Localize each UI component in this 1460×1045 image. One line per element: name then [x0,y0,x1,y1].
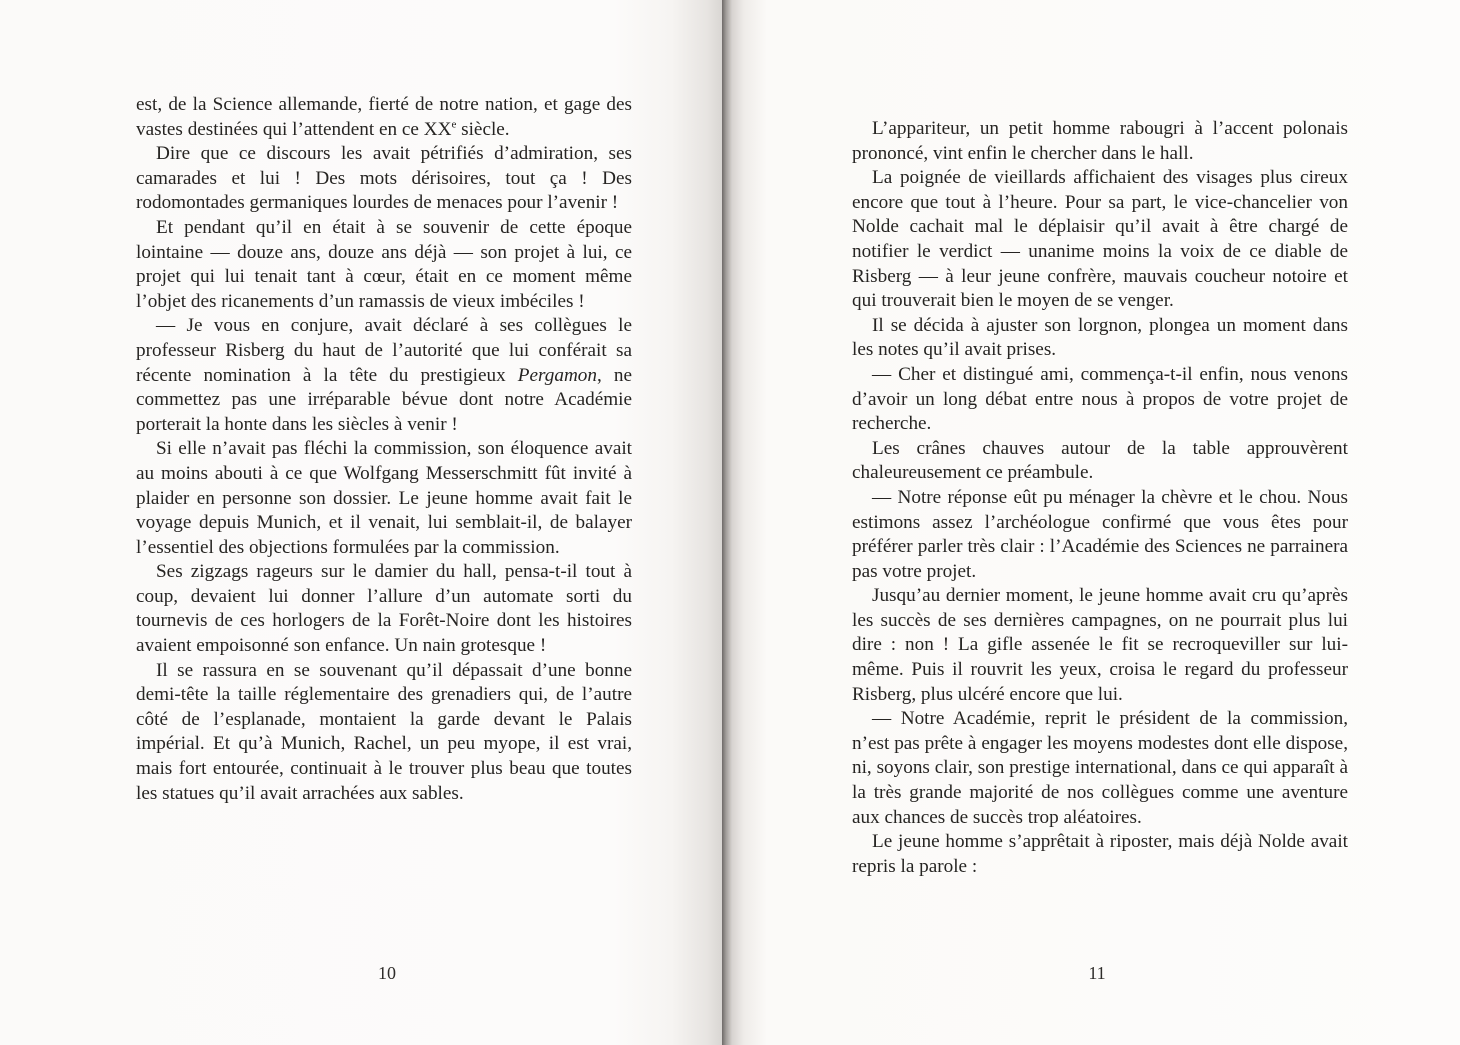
paragraph: — Je vous en conjure, avait déclaré à ses collègues le professeur Risberg du haut de l’autorité que lui conférait sa récente nomination à la tête du prestigieux Pergamon, ne commettez pas une irréparable bévue dont notre Académie porterait la honte dans les siècles à venir ! [136,315,632,435]
right-page [722,0,1460,1045]
paragraph: Les crânes chauves autour de la table approuvèrent chaleureusement ce préambule. [852,437,1348,484]
paragraph: — Notre Académie, reprit le président de la commission, n’est pas prête à engager les moyens modestes dont elle dispose, ni, soyons clair, son prestige international, dans ce qui apparaît à la très grande majorité de nos collègues comme une aventure aux chances de succès trop aléatoires. [852,708,1348,828]
paragraph: L’appariteur, un petit homme rabougri à l’accent polonais prononcé, vint enfin le chercher dans le hall. [852,118,1348,164]
page-number: 11 [1088,963,1106,983]
left-page [0,0,722,1045]
page-number: 10 [378,963,396,983]
superscript: e [451,118,457,131]
paragraph: Si elle n’avait pas fléchi la commission, son éloquence avait au moins abouti à ce que Wolfgang Messerschmitt fût invité à plaider en personne son dossier. Le jeune homme avait fait le voyage depuis Munich, et il venait, lui semblait-il, de balayer l’essentiel des objections formulées par la commission. [136,438,632,558]
paragraph: Dire que ce discours les avait pétrifiés d’admiration, ses camarades et lui ! Des mots dérisoires, tout ça ! Des rodomontades germaniques lourdes de menaces pour l’avenir ! [136,143,632,214]
paragraph: Il se rassura en se souvenant qu’il dépassait d’une bonne demi-tête la taille réglementaire des grenadiers qui, de l’autre côté de l’esplanade, montaient la garde devant le Palais impérial. Et qu’à Munich, Rachel, un peu myope, il est vrai, mais fort entourée, continuait à le trouver plus beau que toutes les statues qu’il avait arrachées aux sables. [136,659,632,804]
right-page-text [852,117,1348,879]
paragraph: — Notre réponse eût pu ménager la chèvre et le chou. Nous estimons assez l’archéologue confirmé que vous êtes pour préférer parler très clair : l’Académie des Sciences ne parrainera pas votre projet. [852,486,1348,582]
left-page-text [136,93,632,806]
paragraph: — Cher et distingué ami, commença-t-il enfin, nous venons d’avoir un long débat entre nous à propos de votre projet de recherche. [852,363,1348,435]
paragraph: La poignée de vieillards affichaient des visages plus cireux encore que tout à l’heure. Pour sa part, le vice-chancelier von Nolde cachait mal le déplaisir qu’il avait à être chargé de notifier le verdict — unanime moins la voix de ce diable de Risberg — à leur jeune confrère, mauvais coucheur notoire et qui trouverait bien le moyen de se venger. [852,167,1348,312]
paragraph: Jusqu’au dernier moment, le jeune homme avait cru qu’après les succès de ses dernières campagnes, on ne pourrait plus lui dire : non ! La gifle assenée le fit se recroqueviller sur lui-même. Puis il rouvrit les yeux, croisa le regard du professeur Risberg, plus ulcéré encore que lui. [852,585,1348,705]
italic-title: Pergamon [517,364,597,386]
paragraph: Le jeune homme s’apprêtait à riposter, mais déjà Nolde avait repris la parole : [852,831,1348,877]
paragraph: Et pendant qu’il en était à se souvenir de cette époque lointaine — douze ans, douze ans déjà — son projet à lui, ce projet qui lui tenait tant à cœur, était en ce moment même l’objet des ricanements d’un ramassis de vieux imbéciles ! [136,216,632,312]
paragraph: Ses zigzags rageurs sur le damier du hall, pensa-t-il tout à coup, devaient lui donner l’allure d’un automate sorti du tournevis de ces horlogers de la Forêt-Noire dont les histoires avaient empoisonné son enfance. Un nain grotesque ! [136,561,632,657]
paragraph: Il se décida à ajuster son lorgnon, plongea un moment dans les notes qu’il avait prises. [852,314,1348,361]
paragraph: est, de la Science allemande, fierté de notre nation, et gage des vastes destinées qui l’attendent en ce XXe siècle. [136,94,632,140]
